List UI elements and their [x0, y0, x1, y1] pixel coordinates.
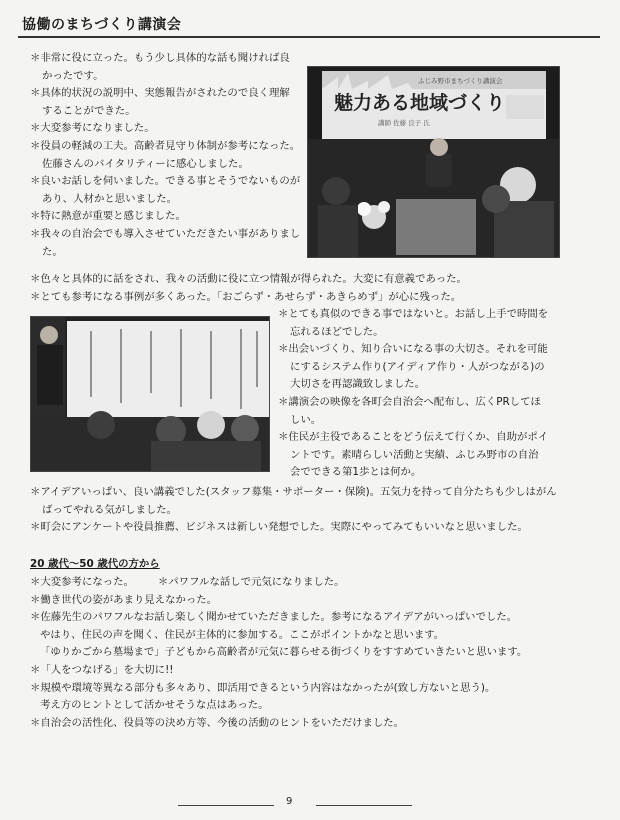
- comment-line: 忘れるほどでした。: [290, 325, 384, 338]
- footer-rule-right: [316, 805, 412, 806]
- board-photo-drawing: [31, 317, 269, 471]
- comment-line: ＊住民が主役であることをどう伝えて行くか、自助がポイ: [278, 431, 549, 444]
- comment-line: 佐藤さんのバイタリティーに感心しました。: [42, 157, 249, 170]
- page-number: 9: [286, 796, 293, 807]
- document-title: 協働のまちづくり講演会: [22, 17, 182, 33]
- comment-line: ＊アイデアいっぱい、良い講義でした(スタッフ募集・サポーター・保険)。五気力を持って自分たちも少しはがん: [30, 486, 557, 498]
- comment-line: ＊とても参考になる事例が多くあった。「おごらず・あせらず・あきらめず」が心に残った。: [30, 290, 462, 303]
- comment-line: ＊自治会の活性化、役員等の決め方等、今後の活動のヒントをいただけました。: [30, 716, 405, 729]
- comments-full-width-2: [30, 484, 600, 537]
- comment-line: ＊具体的状況の説明中、実態報告がされたので良く理解: [30, 87, 290, 100]
- comment-line: ＊規模や環境等異なる部分も多々あり、即活用できるという内容はなかったが(致し方ないと思う)。: [30, 681, 496, 694]
- comment-line: しい。: [290, 413, 322, 426]
- comment-line: ＊我々の自治会でも導入させていただきたい事がありまし: [30, 227, 301, 240]
- banner-small-text: ふじみ野市まちづくり講演会: [418, 77, 503, 85]
- header-rule: [18, 36, 600, 38]
- section-heading-age: 20 歳代～50 歳代の方から: [30, 558, 160, 570]
- comments-young-generation: [30, 574, 600, 732]
- comment-line: することができた。: [42, 104, 136, 117]
- lecture-photo-board: [30, 316, 270, 472]
- comments-top-left: [30, 50, 302, 261]
- comment-line: あり、人材かと思いました。: [42, 192, 178, 205]
- comment-line: 会でできる第1歩とは何か。: [290, 466, 422, 479]
- comment-line: ＊「人をつなげる」を大切に!!: [30, 663, 174, 676]
- comment-line: ＊非常に役に立った。もう少し具体的な話も聞ければ良: [30, 52, 290, 64]
- comment-line: ＊色々と具体的に話をされ、我々の活動に役に立つ情報が得られた。大変に有意義であった。: [30, 273, 467, 285]
- comment-line: ＊特に熱意が重要と感じました。: [30, 210, 186, 223]
- comment-first-b: ＊パワフルな話しで元気になりました。: [157, 576, 345, 588]
- comment-line: やはり、住民の声を聞く、住民が主体的に参加する。ここがポイントかなと思います。: [40, 628, 445, 641]
- comments-right-of-photo: [278, 306, 600, 482]
- banner-title-text: 魅力ある地域づくり: [334, 92, 506, 114]
- comment-line: にするシステム作り(アイディア作り・人がつながる)の: [290, 360, 545, 373]
- comment-line: 大切さを再認識致しました。: [290, 378, 426, 391]
- comment-line: た。: [42, 245, 63, 258]
- comment-line: 考え方のヒントとして活かせそうな点はあった。: [40, 699, 269, 712]
- comment-line: ＊良いお話しを伺いました。できる事とそうでないものが: [30, 175, 301, 188]
- comment-line: ＊働き世代の姿があまり見えなかった。: [30, 593, 218, 606]
- comment-line: ＊町会にアンケートや役員推薦、ビジネスは新しい発想でした。実際にやってみてもいいなと思いました。: [30, 521, 528, 534]
- comment-line: ＊講演会の映像を各町会自治会へ配布し、広くPRしてほ: [278, 395, 541, 408]
- comments-full-width: [30, 271, 600, 306]
- comment-first: ＊大変参考になった。: [30, 576, 134, 588]
- comment-line: ＊佐藤先生のパワフルなお話し楽しく聞かせていただきました。参考になるアイデアがいっぱいでした。: [30, 611, 518, 624]
- comment-line: ＊大変参考になりました。: [30, 122, 155, 135]
- comment-line: ＊役員の軽減の工夫。高齢者見守り体制が参考になった。: [30, 139, 301, 152]
- comment-line: 「ゆりかごから墓場まで」子どもから高齢者が元気に暮らせる街づくりをすすめていきたいと思います。: [40, 646, 528, 659]
- comment-line: ントです。素晴らしい活動と実績、ふじみ野市の自治: [290, 448, 539, 461]
- lecture-photo-speaker: [307, 66, 560, 258]
- footer-rule-left: [178, 805, 274, 806]
- comment-line: ＊出会いづくり、知り合いになる事の大切さ。それを可能: [278, 343, 548, 356]
- comment-line: かったです。: [42, 69, 104, 82]
- comment-line: ばってやれる気がしました。: [42, 503, 178, 516]
- banner-sub-text: 講師 佐藤 良子 氏: [378, 119, 430, 127]
- lecture-photo-drawing: [308, 67, 559, 257]
- comment-line: ＊とても真似のできる事ではないと。お話し上手で時間を: [278, 308, 549, 320]
